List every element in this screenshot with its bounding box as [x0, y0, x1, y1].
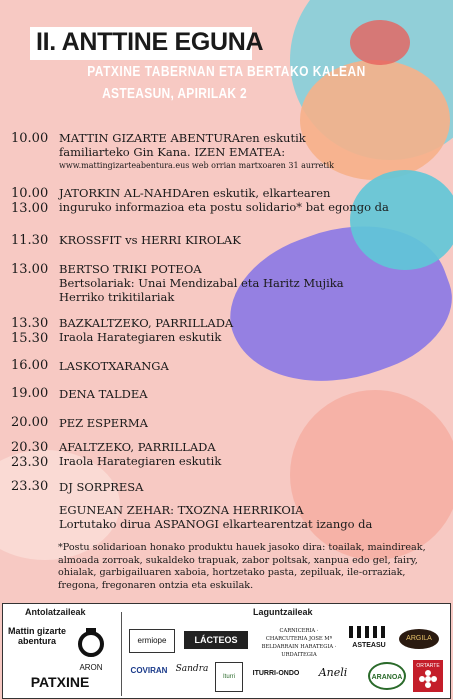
iturri-ondo-logo: ITURRI-ONDO [252, 670, 300, 677]
schedule-time: 20.30 [11, 440, 49, 455]
schedule-line: JATORKIN AL-NAHDAren eskutik, elkartearen [59, 186, 331, 200]
schedule-line: Bertsolariak: Unai Mendizabal eta Haritz Mujika [59, 276, 344, 290]
sandra-logo: Sandra [175, 664, 209, 674]
schedule-line: Herriko trikitilariak [59, 290, 175, 304]
schedule-line: PEZ ESPERMA [59, 416, 148, 430]
schedule-line: Lortutako dirua ASPANOGI elkartearentzat izango da [59, 517, 373, 531]
schedule-line: BAZKALTZEKO, PARRILLADA [59, 316, 234, 330]
iturri-logo: Iturri [215, 662, 243, 692]
schedule-time-end: 13.00 [11, 201, 49, 216]
schedule-line: BERTSO TRIKI POTEOA [59, 262, 202, 276]
schedule-time: 13.00 [11, 262, 49, 277]
asteasu-logo: ASTEASU [349, 626, 389, 652]
aron-label: ARON [79, 663, 103, 672]
argila-logo: ARGILA [399, 629, 439, 649]
organizers-label: Antolatzaileak [25, 607, 86, 617]
schedule-time: 20.00 [11, 415, 49, 430]
beldarrain-logo: CARNICERIA · CHARCUTERIA JOSE Mª BELDARRAIN HARATEGIA · URDAITEGIA [261, 628, 337, 658]
poster-subtitle: PATXINE TABERNAN ETA BERTAKO KALEAN [87, 62, 366, 80]
schedule-line: MATTIN GIZARTE ABENTURAren eskutik [59, 131, 306, 145]
ortarte-logo [413, 660, 443, 692]
schedule-time-end: 15.30 [11, 331, 49, 346]
coviran-logo: COVIRAN [130, 666, 168, 675]
schedule-line: DENA TALDEA [59, 387, 148, 401]
schedule-line: familiarteko Gin Kana. IZEN EMATEA: [59, 145, 286, 159]
aron-emblem-icon [76, 626, 106, 658]
schedule-line: DJ SORPRESA [59, 480, 144, 494]
sponsors-panel [2, 603, 451, 699]
schedule-time: 23.30 [11, 479, 49, 494]
schedule-line: AFALTZEKO, PARRILLADA [59, 440, 216, 454]
ermiope-logo: ermiope [129, 629, 175, 653]
aranoa-logo: ARANOA [368, 662, 406, 690]
sponsors-divider [121, 612, 122, 696]
schedule-line: EGUNEAN ZEHAR: TXOZNA HERRIKOIA [59, 503, 304, 517]
schedule-line: Iraola Harategiaren eskutik [59, 454, 222, 468]
schedule-line: Iraola Harategiaren eskutik [59, 330, 222, 344]
schedule-time: 10.00 [11, 131, 49, 146]
schedule-time: 19.00 [11, 386, 49, 401]
schedule-line: KROSSFIT vs HERRI KIROLAK [59, 233, 241, 247]
poster-title: II. ANTTINE EGUNA [36, 28, 264, 56]
schedule-small-line: www.mattingizarteabentura.eus web orrian martxoaren 31 aurretik [59, 161, 335, 170]
patxine-logo: PATXINE [30, 674, 90, 690]
lacteos-goine-logo: LÁCTEOS GOINE [184, 631, 248, 649]
donation-note: *Postu solidarioan honako produktu hauek jasoko dira: toailak, maindireak, almoada zorroak, sukaldeko trapuak, zabor poltsak, xanpua edo gel, fairy, ohialak, garbigailuaren xaboia, hortzetako pasta, zepiluak, ile-orraziak, fregona, fregonaren ontzia eta eskuilak. [58, 542, 426, 591]
schedule-time: 16.00 [11, 358, 49, 373]
aneli-logo: Aneli [318, 666, 348, 679]
peach-paint-splash [290, 390, 453, 560]
schedule-line: inguruko informazioa eta postu solidario* bat egongo da [59, 200, 389, 214]
schedule-time-end: 23.30 [11, 455, 49, 470]
schedule-time: 11.30 [11, 233, 49, 248]
schedule-time: 13.30 [11, 316, 49, 331]
schedule-line: LASKOTXARANGA [59, 359, 169, 373]
mattin-logo: Mattin gizarte abentura [7, 626, 66, 646]
aron-logo [71, 626, 111, 672]
schedule-time: 10.00 [11, 186, 49, 201]
flower-icon [418, 670, 438, 688]
ortarte-label: ORTARTE [416, 663, 440, 669]
red-paint-splash [350, 20, 410, 65]
teal-paint-splash-2 [350, 170, 453, 270]
poster-date: ASTEASUN, APIRILAK 2 [102, 84, 247, 102]
collaborators-label: Laguntzaileak [253, 607, 313, 617]
